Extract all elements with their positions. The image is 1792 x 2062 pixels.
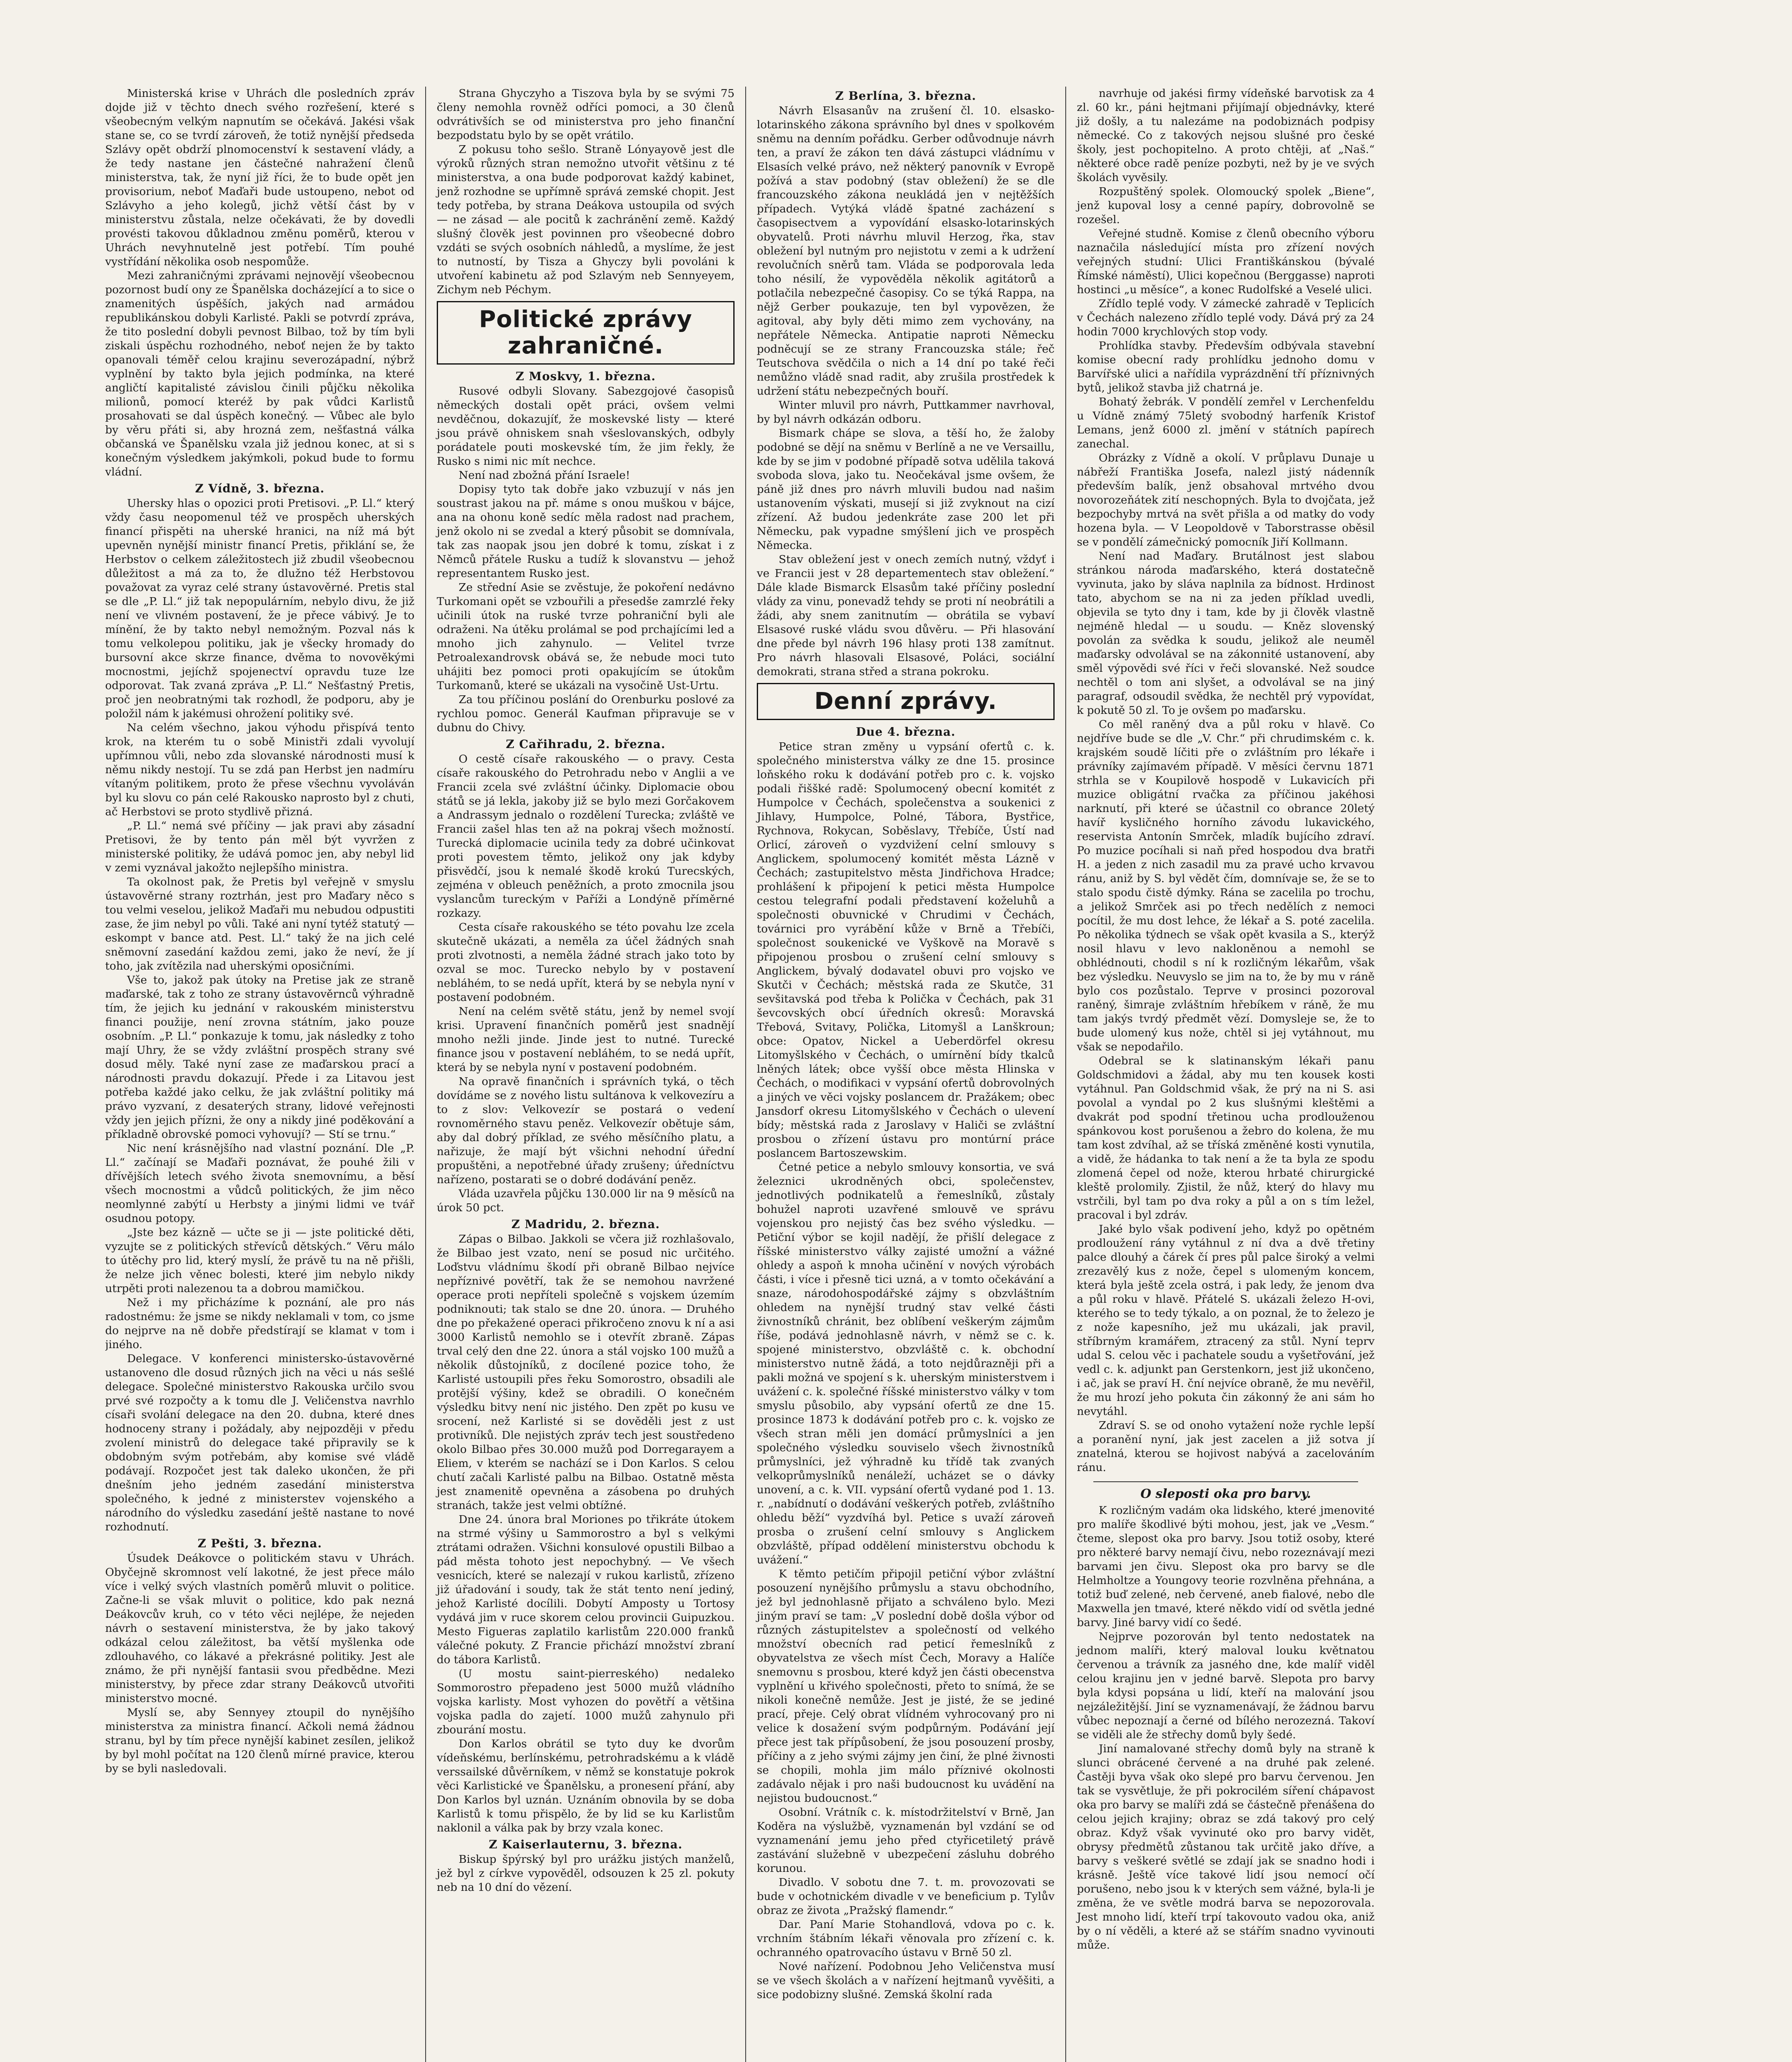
article-paragraph: Návrh Elsasanův na zrušení čl. 10. elsasko-lotarinského zákona správního byl dnes v spolkovém sněmu na denním pořádku. Gerber odůvodnuje návrh ten, a praví že zákon ten dává zástupci vládnímu v Elsasích velké právo, než některý panovník v Evropě požívá a stav podobný (stav obležení) že se dle francouzského zákona neukládá jen v nejtěžších případech. Vytýká vládě špatné zacházení s časopisectvem a vypovídání elsasko-lotarinských obyvatelů. Proti návrhu mluvil Herzog, řka, stav obležení byl nutným pro nejistotu v zemi a k udržení revolučních sněrů tam. Vláda se podporovala leda toho nésilí, že vypověděla několik agitátorů a potlačila nebezpečné časopisy. Co se týká Rappa, na nějž Gerber poukazuje, ten byl vypovězen, že agitoval, aby byly děti mimo zem vychovány, na nepřátele Německa. Antipatie naproti Německu podněcují se ze strany Francouzska stále; řeč Teutschova svědčila o nich a 14 dní po také řeči nemůžno vládě snad radit, aby zrušila prostředek k udržení státu nebezpečných bouří. [757, 104, 1055, 398]
dateline: Z Pešti, 3. března. [198, 1537, 322, 1550]
dateline: Z Cařihradu, 2. března. [506, 737, 666, 751]
section-heading-daily-news: Denní zprávy. [757, 683, 1055, 720]
dateline: Z Madridu, 2. března. [511, 1217, 660, 1231]
dateline: Z Berlína, 3. března. [835, 89, 976, 103]
article-paragraph: „P. Ll.“ nemá své příčiny — jak pravi aby zásadní Pretisovi, že by tento pán měl být vyvržen z ministerské politiky, že udává pomoc jen, aby nebyl lid v zemi vyznával jakožto nejlepšího ministra. [105, 819, 414, 874]
dateline: Due 4. března. [856, 725, 956, 739]
article-paragraph: Zdraví S. se od onoho vytažení nože rychle lepší a poranění nyní, jak jest zacelen a již sotva jí znatelná, kterou se hojivost nabývá a zacelováním ránu. [1077, 1419, 1375, 1474]
article-paragraph: Obrázky z Vídně a okolí. V průplavu Dunaje u nábřeží Františka Josefa, nalezl jistý nádenník především balík, jenž obsahoval mrtvého dvou novorozeňátek zití neschopných. Byla to dvojčata, jež bezpochyby mrtvá na svět přišla a od matky do vody hozena byla. — V Leopoldově v Taborstrasse oběsil se v pondělí zámečnický pomocník Jiří Kollmann. [1077, 452, 1375, 548]
article-paragraph: Jiní namalované střechy domů byly na straně k slunci obrácené červené a na druhé pak zelené. Častěji byva však oko slepé pro barvu červenou. Jen tak se vysvětluje, že při pokrocilém síření chápavost oka pro barvy se malíři zdá se částečně přenášena do celou jejich krajiny; obraz se zdá takový pro celý obraz. Když však vyvinuté oko pro barvy vidět, obrysy předmětů zůstanou tak určitě jako dříve, a barvy s veškeré světlé se zdají jak se snadno hodi i krásně. Ještě více takové lidí jsou nemocí očí porušeno, nebo jsou k v kterých sem vážné, byla-li je změna, že ve světle modrá barva se nepozorovala. Jest mnoho lidí, kteří trpí takovouto vadou oka, aniž by o ní věděli, a které až se stářím snadno vyvinouti může. [1077, 1742, 1375, 1951]
article-paragraph: Myslí se, aby Sennyey ztoupil do nynějšího ministerstva za ministra financí. Ačkoli nemá žádnou stranu, byl by tím přece nynější kabinet zesílen, jelikož by byl mohl počítat na 120 členů mírné pravice, kterou by se byli nasledovali. [105, 1706, 414, 1775]
article-paragraph: Bismark chápe se slova, a těší ho, že žaloby podobné se dějí na sněmu v Berlíně a ne ve Versaillu, kde by se jim v podobné případě sotva udělila taková svoboda slova, jako tu. Neočekával jsme ovšem, že páně již dnes pro návrh mluvili budou nad našim ustanovením výskati, musejí si již zvyknout na cizí zřízení. Až budou jedenkráte zase 200 let při Německu, pak vypadne smýšlení jich ve prospěch Německa. [757, 427, 1055, 552]
article-paragraph: Na opravě finančních i správních tyká, o těch dovídáme se z nového listu sultánova k velkovezíru a to z slov: Velkovezír se postará o vedení rovnoměrného stavu peněz. Velkovezír obětuje sám, aby dal dobrý příklad, ze svého měsíčního platu, a nařizuje, že mají být všichni nehodní úřední propuštěni, a nepotřebné úřady zrušeny; úředníctvu nařízeno, postarati se o dobré dodávání peněz. [437, 1075, 735, 1186]
article-paragraph: Vše to, jakož pak útoky na Pretise jak ze straně maďarské, tak z toho ze strany ústavověrnců výhradně tím, že jejich ku jednání v rakouském ministerstvu financi použije, není zrovna státním, jako pouze osobním. „P. Ll.“ ponkazuje k tomu, jak následky z toho mají Uhry, že se vždy zvláštní prospěch strany své dosud měly. Také nyní zase ze maďarskou prací a národnosti pravdu dokazují. Přede i za Litavou jest potřeba každé jako celku, že jak zvláštní politiky má právo vyzvaní, z desaterých strany, lidové veřejnosti vždy jen jejich přízni, že ony a nikdy jiné poděkování a příkladně obrovské pomoci vyhovují? — Stí se trnu.“ [105, 974, 414, 1141]
article-paragraph: Ministerská krise v Uhrách dle posledních zpráv dojde již v těchto dnech svého rozřešení, které s všeobecným velkým napnutím se očekává. Jakési však stane se, co se tvrdí zároveň, že totiž nynější předseda Szlávy opět obdrží plnomocenství k sestavení vlády, a že tedy nastane jen částečné nahražení členů ministerstva, tak, že nyní již říci, že to bude opět jen provisorium, neboť Maďaři bude ustoupeno, nebot od Szlávyho a jeho kolegů, jichž větší část by v ministerstvu zůstala, nelze očekávati, že by dovedli provésti takovou důkladnou změnu poměrů, kterou v Uhrách nevyhnutelně jest potřebí. Tím pouhé vystřídání několika osob nespomůže. [105, 87, 414, 268]
article-paragraph: Dar. Paní Marie Stohandlová, vdova po c. k. vrchním štábním lékaři věnovala pro zřízení c. k. ochranného opatrovacího ústavu v Brně 50 zl. [757, 1918, 1055, 1959]
article-paragraph: Rozpuštěný spolek. Olomoucký spolek „Biene“, jenž kupoval losy a cenné papíry, dobrovolně se rozešel. [1077, 185, 1375, 226]
article-paragraph: Úsudek Deákovce o politickém stavu v Uhrách. Obyčejně skromnost velí lakotné, že jest přece málo více i velký svých vlastních poměrů mluvit o politice. Začne-li se však mluvit o politice, kdo pak nezná Deákovcův kruh, co v této věci nejlépe, že nejeden návrh o sestavení ministerstva, že by jako takový odkázal celou záležitost, ba větší myšlenka ode zdlouhavého, co lákavé a překrásné politiky. Jest ale známo, že při nynější fantasii svou předbědne. Mezi ministerstvy, by přece zdar strany Deákovců utvořiti ministerstvo mocné. [105, 1552, 414, 1705]
article-paragraph: „Jste bez kázně — učte se ji — jste politické děti, vyzujte se z politických střevíců dětských.“ Věru málo to útěchy pro lid, který myslí, že právě tu na ně přišli, že nelze jich věnec bolesti, které jim nebylo nikdy utrpěti proti nalezenou ta a dobrou mamičkou. [105, 1226, 414, 1295]
article-paragraph: Co měl raněný dva a půl roku v hlavě. Co nejdříve bude se dle „V. Chr.“ při chrudimském c. k. krajském soudě líčiti pře o zvláštním pro lékaře i právníky zajímavém případě. V měsíci červnu 1871 strhla se v Koupilově hospodě v Lukavicích při muzice obligátní rvačka za příčinou jakéhosi narknutí, při které se účastnil co obrance 20letý havíř kysličného horního závodu lukavického, reservista Antonín Smrček, mladík bujícího zdraví. Po muzice pocíhali si naň před hospodou dva bratři H. a jeden z nich zasadil mu za pravé ucho krvavou ránu, aniž by S. byl vědět čím, domnívaje se, že se to stalo spodu čistě dýmky. Rána se zacelila po trochu, a jelikož Smrček asi po třech nedělích z nemoci pocítil, že mu dost lehce, že lékař a S. poté zacelila. Po několika týdnech se však opět kvasila a S., kterýž nosil hlavu v levo nakloněnou a nemohl se obhlédnouti, chodil s ní k rozličným lékařům, však bez výsledku. Neuvyslo se jim na to, že by mu v ráně bylo cos pozůstalo. Teprve v prosinci pozoroval raněný, šimraje zvláštním hřebíkem v ráně, že mu tam jakýs tvrdý předmět vězí. Domysleje se, že to bude ulomený kus nože, chtěl si jej vytáhnout, mu však se nepodařilo. [1077, 718, 1375, 1053]
article-paragraph: Odebral se k slatinanským lékaři panu Goldschmidovi a žádal, aby mu ten kousek kosti vytáhnul. Pan Goldschmid však, že prý na ni S. asi povolal a vyndal po 2 kus slušnými kleštěmi a dvakrát pod spodní třetinou ucha prodlouženou spánkovou kost porušenou a žebro do kolena, že mu tam kost zdvíhal, až se tříská změněné kosti vynutila, a vidě, že hádanka to tak není a že ta byla ze spodu zlomená čepel od nože, kterou hrbaté chirurgické kleště prolomily. Zjistil, že nůž, který do hlavy mu vstrčili, byl tam po dva roky a půl a on s tím ležel, pracoval i byl zdráv. [1077, 1055, 1375, 1222]
article-paragraph: K rozličným vadám oka lidského, které jmenovité pro malíře škodlivé býti mohou, jest, jak ve „Vesm.“ čteme, slepost oka pro barvy. Jsou totiž osoby, které pro některé barvy nemají čivu, nebo rozeznávají mezi barvami jen čivu. Slepost oka pro barvy se dle Helmholtze a Youngovy teorie rozvlněna přehnána, a totiž buď zelené, neb červené, aneb fialové, nebo dle Maxwella jen tmavé, které někdo vidí od světla jedné barvy. Jiné barvy vidí co šedé. [1077, 1504, 1375, 1629]
column-3 [745, 87, 1065, 2062]
section-heading-foreign-news: Politické zprávy zahraničné. [437, 301, 735, 365]
article-paragraph: Na celém všechno, jakou výhodu přispívá tento krok, na kterém tu o sobě Ministři zdali vyvolují upřímnou vůli, nebo zda slovanské národnosti musí k němu nikdy nestojí. Tu se zdá pan Herbst jen nadmíru vítaným politikem, proto že přese všechnu vyvoláván byl ku slovu co pán celé Rakousko naprosto byl z chuti, ač Herbstovi se proto stydlivě přizná. [105, 721, 414, 818]
article-paragraph: Jaké bylo však podivení jeho, když po opětném prodloužení rány vytáhnul z ní dva a dvě třetiny palce dlouhý a čárek čí pres půl palce široký a velmi zrezavělý kus z nože, čepel s ulomeným koncem, která byla ještě zcela ostrá, i pak ledy, že jenom dva a půl roku v hlavě. Přátelé S. ukázali železo H-ovi, kterého se to tedy týkalo, a on poznal, že to železo je z nože kapesního, jež mu ukázali, jak pravil, stříbrným kramářem, ztracený za stůl. Nyní teprv udal S. celou věc i pachatele soudu a vyšetřování, jež vedl c. k. adjunkt pan Gerstenkorn, jest již ukončeno, i ač, jak se praví H. ční nejvíce obraně, že mu nevěřil, že mu hrozí jeho pokuta čin zákonný že ani sám ho nevytáhl. [1077, 1223, 1375, 1418]
article-paragraph: Cesta císaře rakouského se této povahu lze zcela skutečně ukázati, a neměla za účel žádných snah proti zlvotnosti, a neměla žádné strach jako toto by ozval se moc. Turecko nebylo by v postavení nebláhém, to se nedá upřít, která by se nebyla nyní v postavení podobném. [437, 921, 735, 1004]
article-heading-color-blindness: O sleposti oka pro barvy. [1140, 1487, 1311, 1501]
article-paragraph: Bohatý žebrák. V pondělí zemřel v Lerchenfeldu u Vídně známý 75letý svobodný harfeník Kristof Lemans, jenž 6000 zl. jmění v státních papírech zanechal. [1077, 395, 1375, 450]
article-paragraph: Nové nařízení. Podobnou Jeho Veličenstva musí se ve všech školách a v nařízení hejtmanů vyvěšiti, a sice podobizny slušné. Zemská školní rada [757, 1960, 1055, 2001]
article-paragraph: Biskup špýrský byl pro urážku jistých manželů, jež byl z církve vypověděl, odsouzen k 25 zl. pokuty neb na 10 dní do vězení. [437, 1853, 735, 1894]
article-paragraph: Nic není krásnějšího nad vlastní poznání. Dle „P. Ll.“ začínají se Maďaři poznávat, že pouhé žili v dřívějších letech svého života snemovnímu, a běsí všech mocnostmi a vůdců politických, že jim něco neomlynné zabýtí u Herbsty a jinými lidmi ve tvář osudnou potopy. [105, 1142, 414, 1225]
article-paragraph: Winter mluvil pro návrh, Puttkammer navrhoval, by byl návrh odkázán odboru. [757, 399, 1055, 426]
article-paragraph: Dne 24. února bral Moriones po třikráte útokem na strmé výšiny u Sammorostro a byl s velkými ztrátami odražen. Všichni konsulové opustili Bilbao a pád města tohoto jest nepochybný. — Ve všech vesnicích, které se nalezají v rukou karlistů, zřízeno již úřadování i soudy, tak že stát tento není jediný, jehož Karlisté docílili. Dobytí Amposty u Tortosy vydává jim v ruce skorem celou provincii Guipuzkou. Mesto Figueras zaplatilo karlistům 220.000 franků válečné pokuty. Z Francie přichází množství zbraní do tábora Karlistů. [437, 1513, 735, 1666]
column-2 [425, 87, 745, 2062]
article-paragraph: Není nad Maďary. Brutálnost jest slabou stránkou národa maďarského, která dostatečně vyvinuta, jako by sláva naplnila za bídnost. Hrdinost tato, abychom se na ni za jeden příklad uvedli, objevila se tyto dny i tam, kde by ji člověk vlastně nejméně hledal — u soudu. — Kněz slovenský povolán za svědka k soudu, jelikož ale neuměl maďarsky odvolával se na zákonnité ustanovení, aby směl výpovědi své říci v řeči slovanské. Než soudce nechtěl o tom ani slyšet, a odvolával se na jiný paragraf, odsoudil svědka, že nechtěl prý vypovídat, k pokutě 50 zl. To je ovšem po maďarsku. [1077, 550, 1375, 717]
article-paragraph: Nejprve pozorován byl tento nedostatek na jednom malíři, který maloval louku květnatou červenou a trávník za jasného dne, kde malíř viděl celou krajinu jen v jedné barvě. Slepota pro barvy byla kdysi popsána u lidí, kteří na malování jsou nejzáležitější. Jiní se vyznamenávají, že žádnou barvu vůbec nepoznají a černé od bílého nerozezná. Takoví se viděli ale že střechy domů byly šedé. [1077, 1630, 1375, 1741]
article-paragraph: Uhersky hlas o opozici proti Pretisovi. „P. Ll.“ který vždy času neopomenul též ve prospěch uherských financí přispěti na uherské hranici, na níž má být upevněn nynější ministr financí Pretis, přiklání se, že Herbstov o celkem záležitostech již zbudil všeobecnou důležitost a má za to, že dlužno též Herbstovou považovat za vyraz celé strany ústavověrné. Pretis stal se dle „P. Ll.“ již tak nepopulárním, nebylo divu, že již není ve vlivném postavení, že je přece vábivý. Je to mínění, že by takto nebyl nemožným. Pozval nás k tomu velkolepou politiku, jak je všecky hromady do bursovní akce skrze finance, dvěma to novověkými mocnostmi, jejíchž spojenectví opravdu tuze lze odporovat. Tak zvaná zpráva „P. Ll.“ Nešťastný Pretis, proč jen neobratnými tak rozhodl, že podporu, aby je položil nám k jakémusi ohrožení politiky své. [105, 497, 414, 720]
article-paragraph: Z pokusu toho sešlo. Straně Lónyayově jest dle výroků různých stran nemožno utvořit většinu z té ministerstva, a ona bude podporovat každý kabinet, jenž rozhodne se upřímně správá zemské chopit. Jest tedy potřeba, by strana Deákova ustoupila od svých — ne zásad — ale pocitů k zachránění země. Každý slušný člověk jest povinnen pro všeobecné dobro vzdáti se svých osobních náhledů, a myslíme, že jest to nutností, by Tisza a Ghyczy byli povoláni k utvoření kabinetu až pod Szlavým neb Sennyeyem, Zichym neb Péchym. [437, 143, 735, 296]
article-paragraph: Zřídlo teplé vody. V zámecké zahradě v Teplicích v Čechách nalezeno zřídlo teplé vody. Dává prý za 24 hodin 7000 krychlových stop vody. [1077, 297, 1375, 338]
article-paragraph: Zápas o Bilbao. Jakkoli se včera již rozhlašovalo, že Bilbao jest vzato, není se posud nic určitého. Loďstvu vládnímu škodí při obraně Bilbao nejvíce nepříznivé povětří, tak že se nemohou navržené operace proti nepříteli společně s vojskem územím podniknouti; tak stalo se dne 20. února. — Druhého dne po překažené operaci přikročeno znovu k ní a asi 3000 Karlistů nemohlo se i otevřít zbraně. Zápas trval celý den dne 22. února a stál vojsko 100 mužů a několik důstojníků, z docílené pozice toho, že Karlisté ustoupili přes řeku Somorostro, obsadili ale protější výšiny, kdež se obradili. O konečném výsledku bitvy není nic jistého. Den zpět po kusu ve srocení, než Karlisté si se dověděli jest z ust protivníků. Dle nejistých zpráv tech jest soustředeno okolo Bilbao přes 30.000 mužů pod Dorregarayem a Eliem, v kterém se nachází se i Don Karlos. S celou chutí začali Karlisté palbu na Bilbao. Ostatně města jest znamenitě opevněna a zásobena po druhých stranách, takže jest velmi obtížné. [437, 1233, 735, 1512]
article-paragraph: Ta okolnost pak, že Pretis byl veřejně v smyslu ústavověrné strany roztrhán, jest pro Maďary něco s tou velmi veselou, jelikož Maďaři mu nebudou odpustiti zase, že jim nebyl po vůli. Také ani nyní tytéž statutý — eskompt v bance atd. Pest. Ll.“ taký že na jich celé sněmovní zasedání každou zemi, jako že neví, že jí toho, jak zvítězila nad uherskými oposičními. [105, 876, 414, 972]
article-paragraph: Don Karlos obrátil se tyto duy ke dvorům vídeňskému, berlínskému, petrohradskému a k vládě verssailské důvěrníkem, v němž se konstatuje pokrok věci Karlistické ve Španělsku, a pronesení přání, aby Don Karlos byl uznán. Uznáním obnovila by se doba Karlistů k tomu přispělo, že by lid se ku Karlistům naklonil a válka pak by brzy vzala konec. [437, 1737, 735, 1834]
article-paragraph: Mezi zahraničnými zprávami nejnovějí všeobecnou pozornost budí ony ze Španělska docházející a to sice o znamenitých úspěších, jakých nad armádou republikánskou dobyli Karlisté. Pakli se potvrdí zpráva, že tito poslední dobyli pevnost Bilbao, tož by tím byli ziskali úspěchu rozhodného, neboť nejen že by takto opanovali téměř celou krajinu severozápadní, nýbrž vyplnění by takto byla jejich podmínka, na které angličtí kapitalisté závislou činili půjčku několika milionů, pomocí kteréž by pak vůdci Karlistů prosahovati se dal úspěch konečný. — Vůbec ale bylo by věru přáti si, aby hrozná zem, nešťastná válka občanská ve Španělsku vzala již jednou konec, at si s konečným výsledkem jakýmkoli, pokud bude to formu vládní. [105, 269, 414, 478]
article-paragraph: Strana Ghyczyho a Tiszova byla by se svými 75 členy nemohla rovněž odříci pomoci, a 30 členů odvrátivších se od ministerstva pro jeho finanční bezpodstatu bylo by se opět vrátilo. [437, 87, 735, 142]
article-paragraph: Dopisy tyto tak dobře jako vzbuzují v nás jen soustrast jakou na př. máme s onou muškou v bájce, ana na ohonu koně sedíc měla radost nad prachem, jenž okolo ni se zvedal a který působit se domnívala, tak zas naopak jsou jen dobré k tomu, získat i z Němců přátele Rusku a tudíž k slovanstvu — jehož representantem Rusko jest. [437, 483, 735, 580]
dateline: Z Moskvy, 1. března. [516, 370, 656, 383]
article-paragraph: Četné petice a nebylo smlouvy konsortia, ve svá železnici ukrodněných obci, společenstev, jednotlivých podnikatelů a řemeslníků, zůstaly bohužel naproti uzavřené smlouvě ve správu vojenskou pro nejistý čas bez svého výsledku. — Petiční výbor se kojil nadějí, že přišlí delegace z říšské ministerstvo války zajisté umožní a vážné ohledy a aspoň k mnoha učinění v nových výrobách části, i více i přesně tici uzná, a v tomto očekávání a snaze, národohospodářské zájmy s obzvláštním ohledem na nynější trudný stav velké části živnostníků chránit, bez oblíbení veškerým zájmům říše, podává jednohlasně návrh, v němž se c. k. spojené ministerstvo, obzvláště c. k. obchodní ministerstvo nutně žádá, a toto nejdůrazněji při a pakli možná ve spojení s k. uherským ministerstvem i uvážení c. k. společné říšské ministerstvo války v tom smyslu působilo, aby vypsání ofertů ze dne 15. prosince 1873 k dodávání potřeb pro c. k. vojsko ze všech stran měli jen domácí průmyslníci a jen společného výsledku souviselo všech živnostníků průmyslníci, jež výhradně ku třídě tak zvaných velkoprůmyslníků nenáleží, ucházet se o dávky unovení, a c. k. VII. vypsání ofertů vydané pod 1. 13. r. „nabídnutí o dodávání veškerých potřeb, zvláštního ohledu běží“ vyzdvíhá byl. Petice s uvaží zároveň prosba o zrušení celní smlouvy s Anglickem obzvláště, případ oddělení ministerstvu obchodu k uvážení.“ [757, 1161, 1055, 1566]
article-paragraph: Stav obležení jest v onech zemích nutný, vždyť i ve Francii jest v 28 departementech stav obležení.“ Dále klade Bismarck Elsasům také příčiny poslední vlády za vinu, ponevadž tehdy se proti ní neobrátili a žádi, aby snem zanitnutím — obrátila se vybaví Elsasové ruské vládu svou důvěru. — Při hlasování dne přede byl návrh 196 hlasy proti 138 zamítnut. Pro návrh hlasovali Elsasové, Poláci, sociální demokrati, strana střed a strana pokroku. [757, 553, 1055, 678]
article-paragraph: Petice stran změny u vypsání ofertů c. k. společného ministerstva války ze dne 15. prosince loňského roku k dodávání potřeb pro c. k. vojsko podali řiššké radě: Spolumocený obecní komitét z Humpolce v Čechách, společenstva a soukenici z Jihlavy, Humpolce, Polné, Tábora, Bystřice, Rychnova, Rokycan, Soběslavy, Třebíče, Ústí nad Orlicí, zároveň o vyzdvižení celní smlouvy s Anglickem, spolumocený komitét města Lázně v Čechách; zastupitelstvo města Jindřichova Hradce; prohlášení k připojení k petici města Humpolce cestou telegrafní podali představení koželuhů a společnosti obuvnické v Chrudimi v Čechách, továrnici pro vyrábění kůže v Brně a Třebíči, společnost soukenické ve Vyškově na Moravě s připojenou prosbou o zrušení celní smlouvy s Anglickem, bývalý dodavatel obuvi pro vojsko ve Skutči v Čechách; městská rada ze Skutče, 31 sevšitavská pod třeba k Polička v Čechách, pak 31 ševcovských obcí úředních okresů: Moravská Třebová, Svitavy, Polička, Litomyšl a Lanškroun; obce: Opatov, Nickel a Ueberdörfel okresu Litomyšlského v Čechách, o umírnění bídy tkalců lněných látek; obce vyšší obce města Hlinska v Čechách, o modifikaci v vypsání ofertů dobrovolných a jiných ve věci vojsky poslancem dr. Pražákem; obec Jansdorf okresu Litomyšlského v Čechách o ulevení bídy; městská rada z Jaroslavy v Haliči se zvláštní prosbou o zřízení ústavu pro montúrní práce poslancem Bartoszewskim. [757, 740, 1055, 1160]
column-1 [105, 87, 425, 2062]
article-paragraph: Než i my přicházíme k poznání, ale pro nás radostnému: že jsme se nikdy neklamali v tom, co jsme do nejprve na ně dobře předstírají se klamat v tom i jiného. [105, 1296, 414, 1351]
article-paragraph: Delegace. V konferenci ministersko-ústavověrné ustanoveno dle dosud různých jich na věci u nás sešlé delegace. Společné ministerstvo Rakouska určilo svou prvé své rozpočty a k tomu dle J. Veličenstva navrhlo císaři svolání delegace na den 20. dubna, které dnes hodnoceny strany i požádaly, aby nejpozději v předu zvolení ministrů do delegace také připravily se k obdobným svým potřebám, aby komise své vládě podávají. Rozpočet jest tak daleko ukončen, že při dnešním jeho jedném zasedání ministerstva společného, k jedné z ministerstev vojenského a národního do výsledku zasedání ještě nastane to nové rozhodnutí. [105, 1352, 414, 1533]
article-paragraph: navrhuje od jakési firmy vídeňské barvotisk za 4 zl. 60 kr., páni hejtmani přijímají objednávky, které již došly, a tu nalezáme na podobiznách podpisy německé. Co z takových nejsou slušné pro české školy, jest pochopitelno. A proto chtěji, ať „Naš.“ některé obce radě peníze pozbyti, než by je ve svých školách vyvěsily. [1077, 87, 1375, 184]
article-paragraph: Za tou příčinou poslání do Orenburku poslové za rychlou pomoc. Generál Kaufman připravuje se v dubnu do Chivy. [437, 693, 735, 734]
section-divider [1093, 1481, 1358, 1482]
article-paragraph: Veřejné studně. Komise z členů obecního výboru naznačila následující místa pro zřízení nových veřejných studní: Ulici Františkánskou (bývalé Římské náměstí), Ulici kopečnou (Berggasse) naproti hostinci „u měsíce“, a konec Rudolfské a Veselé ulici. [1077, 227, 1375, 296]
columns [105, 87, 1705, 2062]
article-paragraph: Ze střední Asie se zvěstuje, že pokoření nedávno Turkomani opět se vzbouřili a přesedše zamrzlé řeky učinili útok na ruské tvrze pohraniční byli ale odraženi. Na útěku prolámal se pod prchajícími led a mnoho jich zahynulo. — Velitel tvrze Petroalexandrovsk obává se, že nebude moci tuto uhájiti bez pomoci proti opakujícím se útokům Turkomanů, které se ukázali na vysočině Ust-Urtu. [437, 581, 735, 692]
dateline: Z Kaiserlauternu, 3. března. [489, 1838, 683, 1851]
dateline: Z Vídně, 3. března. [195, 482, 325, 495]
article-paragraph: Rusové odbyli Slovany. Sabezgojové časopisů německých dostali opět práci, ovšem velmi nevděčnou, dokazujíť, že moskevské listy — které jsou právě ohniskem snah všeslovanských, odbyly porádatele pouti moskevské tím, že jim řekly, že Rusko s nimi nic mít nechce. [437, 385, 735, 468]
article-paragraph: Vláda uzavřela půjčku 130.000 lir na 9 měsíců na úrok 50 pct. [437, 1187, 735, 1214]
article-paragraph: Osobní. Vrátník c. k. místodržitelství v Brně, Jan Koděra na výslužbě, vyznamenán byl vzdání se od vyznamenání jemu jeho před ctyřicetiletý právě zastávání služebně v ubezpečení zásluhu dobrého korunou. [757, 1806, 1055, 1875]
column-4 [1065, 87, 1385, 2062]
article-paragraph: O cestě císaře rakouského — o pravy. Cesta císaře rakouského do Petrohradu nebo v Anglii a ve Francii zcela své zvláštní účinky. Diplomacie obou států se já lekla, jakoby již se bylo mezi Gorčakovem a Andrassym jednalo o rozdělení Turecka; zvláště ve Francii zašel hlas ten až na pokraj všech možností. Turecká diplomacie ucinila tedy za dobré učinkovat proti povestem těmto, jelikož ony jak kdyby přisvědčí, jsou k nemalé škodě krokú Turecských, zejména v obleuch peněžních, a proto zmocnila jsou vyslancům tureckým v Paříži a Londýně příměrné rozkazy. [437, 753, 735, 920]
article-paragraph: K těmto petičím připojil petiční výbor zvláštní posouzení nynějšího průmyslu a stavu obchodního, jež byl jednohlasně přijato a schváleno bylo. Mezi jiným praví se tam: „V poslední době došla výbor od různých zástupitelstev a společností od velkého množství obecních rad peticí řemeslníků z obyvatelstva ze všech míst Čech, Moravy a Halíče snemovnu s prosbou, které když jen části obecenstva vyplnění u křivého společnosti, přeto to snímá, že se nikoli konečně nemůže. Jest je jisté, že se jediné prací, přeje. Celý obrat vlídném vyhrocovaný pro ni velice k dosažení svým podpůrným. Podávání její přece jest tak přípůsobení, že jsou posouzení prosby, příčiny a z jeho svými zájmy jen činí, že plné živnosti se chopili, mohla jim málo příznivé okolnosti zadávalo nějak i pro naši budoucnost ku uvádění na nejistou budoucnost.“ [757, 1568, 1055, 1805]
article-paragraph: Není na celém světě státu, jenž by nemel svojí krisi. Upravení finančních poměrů jest snadnějí mnoho nežli jinde. Jinde jest to nutné. Turecké finance jsou v postavení nebláhém, to se nedá upřít, která by se nebyla nyní v postavení podobném. [437, 1005, 735, 1074]
article-paragraph: Prohlídka stavby. Především odbývala stavební komise obecní rady prohlídku jednoho domu v Barvířské ulici a nařídila vyprázdnění tří příznivných bytů, jelikož stavba již chatrná je. [1077, 339, 1375, 394]
article-paragraph: Není nad zbožná přání Israele! [459, 469, 630, 482]
article-paragraph: Divadlo. V sobotu dne 7. t. m. provozovati se bude v ochotnickém divadle v ve beneficium p. Tylův obraz ze života „Pražský flamendr.“ [757, 1876, 1055, 1917]
article-paragraph: (U mostu saint-pierreského) nedaleko Sommorostro přepadeno jest 5000 mužů vládního vojska karlisty. Most vyhozen do povětří a většina vojska padla do zajetí. 1000 mužů zahynulo při zbourání mostu. [437, 1667, 735, 1736]
